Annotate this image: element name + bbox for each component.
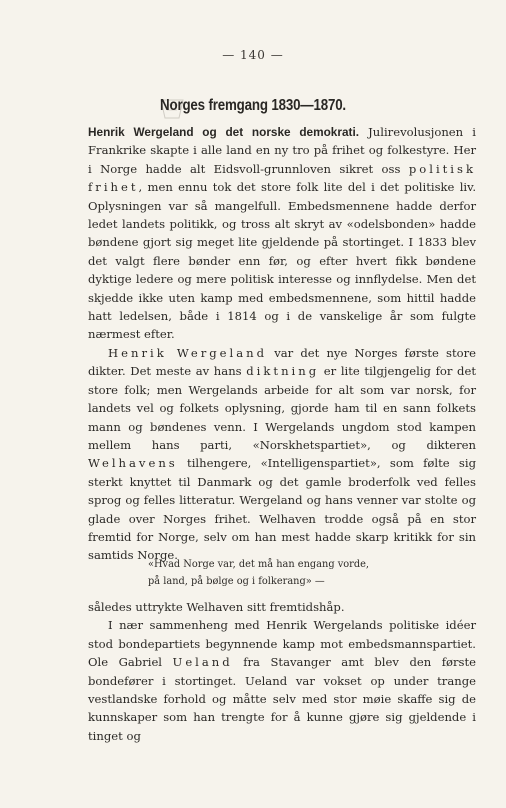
chapter-title: Norges fremgang 1830—1870. (160, 97, 346, 114)
p4-spaced-name: Ueland (172, 655, 233, 670)
main-text (88, 123, 476, 565)
paragraph-2 (88, 344, 476, 565)
p4-text-b: fra Stavanger amt blev den første bondefører i stortinget. Ueland var vokset op under trange vestlandske forhold og måtte selv med stor møie skaffe sig de kunnskaper som han trengte for å kunne gjøre sig gjeldende i tinget og (88, 655, 477, 743)
paragraph-1 (88, 123, 476, 344)
after-quote-text (88, 598, 476, 745)
p4-text-a: I nær sammenheng med Henrik Wergelands politiske idéer stod bondepartiets begynnende kamp mot embedsmannspartiet. Ole Gabriel (88, 618, 476, 670)
p2-spaced-name: Henrik Wergeland (108, 345, 268, 360)
verse-quote (148, 557, 448, 590)
p1-text-a: Julirevolusjonen i Frankrike skapte i alle land en ny tro på frihet og folkestyre. Her i Norge hadde alt Eidsvoll-grunnloven sikret oss (88, 125, 476, 176)
p2-text-a: var det nye Norges første store dikter. Det meste av hans (88, 345, 476, 379)
section-heading: Henrik Wergeland og det norske demokrati. (88, 125, 359, 139)
p2-spaced-name-2: Welhavens (88, 456, 178, 471)
page-number: — 140 — (222, 48, 284, 62)
p2-text-b: er lite tilgjengelig for det store folk; men Wergelands arbeide for alt som var norsk, for landets vel og folkets oplysning, gjorde ham til en sann folkets mann og bøndenes venn. I Wergelands ungdom stod kampen mellem hans parti, «Norskhetspartiet», og dikteren (88, 364, 476, 452)
paragraph-3: således uttrykte Welhaven sitt fremtidshåp. (88, 600, 345, 614)
p2-spaced-word: diktning (246, 364, 320, 379)
p2-text-c: tilhengere, «Intelligenspartiet», som følte sig sterkt knyttet til Danmark og det gamle broderfolk ved felles sprog og felles litteratur. Wergeland og hans venner var stolte og glade over Norges frihet. Welhaven trodde også på en stor fremtid for Norge, selv om han mest hadde skarp kritikk for sin samtids Norge. (88, 456, 476, 563)
paragraph-4 (88, 616, 476, 745)
p1-text-b: , men ennu tok det store folk lite del i det politiske liv. Oplysningen var så mangelfull. Embedsmennene hadde derfor ledet landets politikk, og tross alt skryt av «odelsbonden» hadde bøndene gjort sig meget lite gjeldende på stortinget. I 1833 blev det valgt flere bønder enn før, og efter hvert fikk bøndene dyktige ledere og mere politisk interesse og innflydelse. Men det skjedde ikke uten kamp med embedsmennene, som hittil hadde hatt ledelsen, både i 1814 og i de vanskelige år som fulgte nærmest efter. (88, 180, 476, 342)
quote-line-2: på land, på bølge og i folkerang» — (148, 575, 325, 587)
quote-line-1: «Hvad Norge var, det må han engang vorde, (148, 559, 369, 570)
p1-spaced-word: politisk frihet (88, 161, 476, 195)
